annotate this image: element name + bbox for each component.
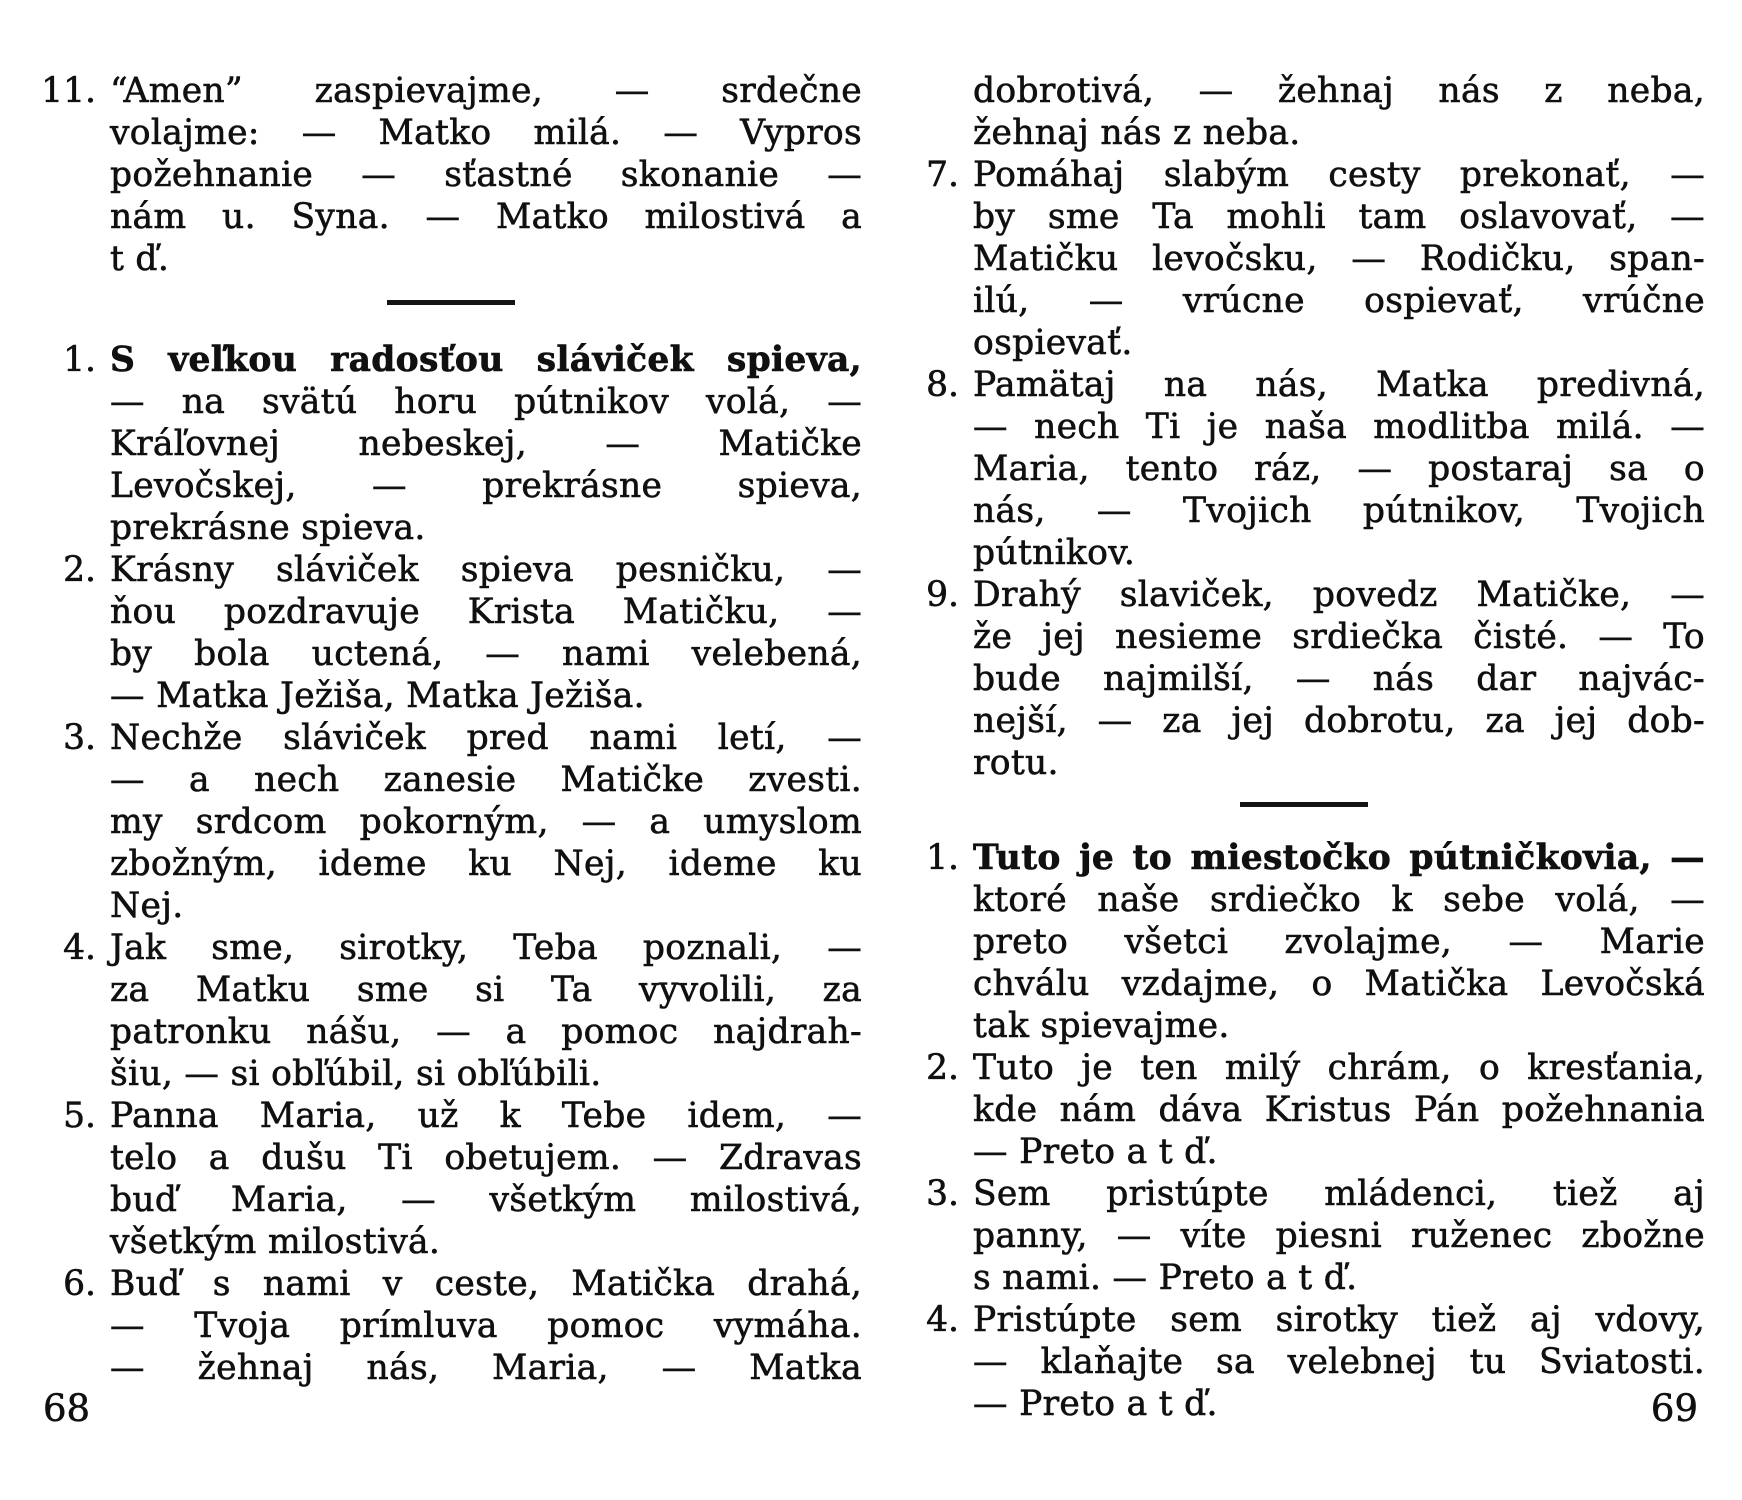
verse-line: bude najmilší, — nás dar najvác- [973, 659, 1705, 699]
verse-line: prekrásne spieva. [110, 508, 426, 548]
verse-item [903, 364, 1705, 574]
verse-line: pútnikov. [973, 533, 1136, 573]
verse-item [40, 1095, 862, 1263]
verse-number: 1. [63, 340, 96, 380]
verse-item [903, 1047, 1705, 1173]
verse-item [40, 70, 862, 280]
verse-line: zbožným, ideme ku Nej, ideme ku [110, 844, 862, 884]
verse-line: nás, — Tvojich pútnikov, Tvojich [973, 491, 1705, 531]
verse-line: za Matku sme si Ta vyvolili, za [110, 970, 862, 1010]
verse-number: 6. [63, 1264, 96, 1304]
verse-line: — nech Ti je naša modlitba milá. — [973, 407, 1705, 447]
verse-line: — klaňajte sa velebnej tu Sviatosti. [973, 1342, 1705, 1382]
verse-item [40, 339, 862, 549]
verse-line: Levočskej, — prekrásne spieva, [110, 466, 862, 506]
verse-number: 3. [926, 1174, 959, 1214]
verse-line: kde nám dáva Kristus Pán požehnania [973, 1090, 1705, 1130]
verse-line: ktoré naše srdiečko k sebe volá, — [973, 880, 1705, 920]
verse-number: 1. [926, 838, 959, 878]
verse-item [903, 1173, 1705, 1299]
verse-line: ospievať. [973, 323, 1133, 363]
verse-line: Nej. [110, 886, 184, 926]
verse-line: — na svätú horu pútnikov volá, — [110, 382, 862, 422]
verse-line: t ď. [110, 239, 170, 279]
verse-item [903, 837, 1705, 1047]
verse-line: volajme: — Matko milá. — Vypros [110, 113, 862, 153]
verse-line: — Tvoja prímluva pomoc vymáha. [110, 1306, 862, 1346]
verse-line: Panna Maria, už k Tebe idem, — [110, 1096, 862, 1136]
verse-line: všetkým milostivá. [110, 1222, 441, 1262]
verse-line: Pomáhaj slabým cesty prekonať, — [973, 155, 1705, 195]
verse-line: panny, — víte piesni ruženec zbožne [973, 1216, 1705, 1256]
section-divider [1240, 802, 1368, 807]
verse-line: Tuto je to miestočko pútničkovia, — [973, 838, 1705, 878]
verse-line: Buď s nami v ceste, Matička drahá, [110, 1264, 862, 1304]
verse-line: šiu, — si obľúbil, si obľúbili. [110, 1054, 602, 1094]
verse-line: preto všetci zvolajme, — Marie [973, 922, 1705, 962]
verse-line: — Preto a t ď. [973, 1384, 1218, 1424]
verse-line: “Amen” zaspievajme, — srdečne [110, 71, 862, 111]
verse-line: telo a dušu Ti obetujem. — Zdravas [110, 1138, 862, 1178]
verse-line: by sme Ta mohli tam oslavovať, — [973, 197, 1705, 237]
verse-line: Pamätaj na nás, Matka predivná, [973, 365, 1705, 405]
verse-line: my srdcom pokorným, — a umyslom [110, 802, 862, 842]
verse-line: ňou pozdravuje Krista Matičku, — [110, 592, 862, 632]
verse-line: Krásny sláviček spieva pesničku, — [110, 550, 862, 590]
page-left [40, 70, 862, 1389]
verse-line: chválu vzdajme, o Matička Levočská [973, 964, 1705, 1004]
verse-line: ilú, — vrúcne ospievať, vrúčne [973, 281, 1705, 321]
verse-line: žehnaj nás z neba. [973, 113, 1301, 153]
verse-line: Nechže sláviček pred nami letí, — [110, 718, 862, 758]
verse-item [903, 574, 1705, 784]
verse-number: 11. [41, 71, 96, 111]
verse-line: s nami. — Preto a t ď. [973, 1258, 1358, 1298]
verse-number: 8. [926, 365, 959, 405]
verse-line: Kráľovnej nebeskej, — Matičke [110, 424, 862, 464]
verse-line: — Matka Ježiša, Matka Ježiša. [110, 676, 645, 716]
verse-line: Matičku levočsku, — Rodičku, span- [973, 239, 1705, 279]
verse-number: 5. [63, 1096, 96, 1136]
page-number-right: 69 [1650, 1387, 1698, 1430]
verse-line: dobrotivá, — žehnaj nás z neba, [973, 71, 1705, 111]
page-right [903, 70, 1705, 1425]
verse-item [903, 1299, 1705, 1425]
verse-number: 3. [63, 718, 96, 758]
verse-number: 9. [926, 575, 959, 615]
verse-line: patronku nášu, — a pomoc najdrah- [110, 1012, 862, 1052]
verse-number: 7. [926, 155, 959, 195]
page-number-left: 68 [43, 1387, 91, 1430]
verse-line: Drahý slaviček, povedz Matičke, — [973, 575, 1705, 615]
verse-item [40, 549, 862, 717]
verse-line: — Preto a t ď. [973, 1132, 1218, 1172]
verse-item [903, 154, 1705, 364]
verse-number: 2. [63, 550, 96, 590]
verse-line: buď Maria, — všetkým milostivá, [110, 1180, 862, 1220]
verse-number: 2. [926, 1048, 959, 1088]
verse-line: požehnanie — sťastné skonanie — [110, 155, 862, 195]
verse-line: by bola uctená, — nami velebená, [110, 634, 862, 674]
verse-line: nejší, — za jej dobrotu, za jej dob- [973, 701, 1705, 741]
verse-line: S veľkou radosťou sláviček spieva, [110, 340, 862, 380]
verse-number: 4. [926, 1300, 959, 1340]
verse-line: Sem pristúpte mládenci, tiež aj [973, 1174, 1705, 1214]
verse-line: — a nech zanesie Matičke zvesti. [110, 760, 862, 800]
verse-number: 4. [63, 928, 96, 968]
section-divider [387, 300, 515, 305]
verse-line: tak spievajme. [973, 1006, 1230, 1046]
verse-line: rotu. [973, 743, 1059, 783]
verse-item [40, 1263, 862, 1389]
verse-item [40, 927, 862, 1095]
verse-line: Maria, tento ráz, — postaraj sa o [973, 449, 1705, 489]
verse-line: Tuto je ten milý chrám, o kresťania, [973, 1048, 1705, 1088]
verse-line: že jej nesieme srdiečka čisté. — To [973, 617, 1705, 657]
verse-line: nám u. Syna. — Matko milostivá a [110, 197, 862, 237]
verse-item [40, 717, 862, 927]
verse-line: — žehnaj nás, Maria, — Matka [110, 1348, 862, 1388]
verse-line: Jak sme, sirotky, Teba poznali, — [110, 928, 862, 968]
verse-item [903, 70, 1705, 154]
verse-line: Pristúpte sem sirotky tiež aj vdovy, [973, 1300, 1705, 1340]
